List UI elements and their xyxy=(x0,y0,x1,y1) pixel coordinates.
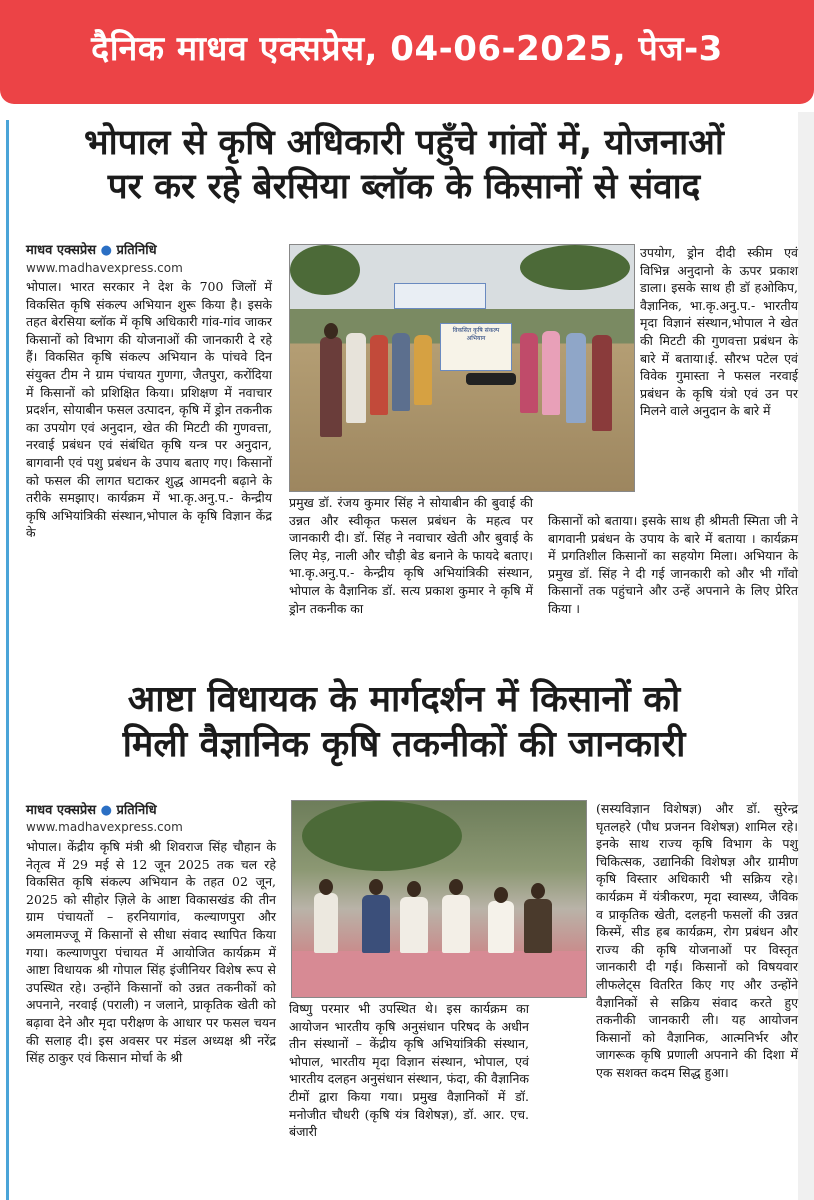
column-rule xyxy=(6,120,9,1200)
stand-banner-text: विकसित कृषि संकल्प अभियान xyxy=(452,327,500,342)
person-shape xyxy=(320,337,342,437)
table-cloth xyxy=(292,951,586,997)
byline-source: माधव एक्सप्रेस xyxy=(26,803,97,818)
article1-headline-line1: भोपाल से कृषि अधिकारी पहुँचे गांवों में, योजनाओं xyxy=(84,123,724,163)
person-shape xyxy=(346,333,366,423)
person-shape xyxy=(566,333,586,423)
person-shape xyxy=(314,893,338,953)
tree-shape xyxy=(520,245,630,290)
article2-headline-line1: आष्टा विधायक के मार्गदर्शन में किसानों को xyxy=(127,679,681,720)
drone-icon xyxy=(466,373,516,385)
byline-dot-icon: ● xyxy=(96,803,117,818)
person-head xyxy=(324,323,338,339)
banner-title: दैनिक माधव एक्सप्रेस, 04-06-2025, पेज-3 xyxy=(91,29,723,69)
person-head xyxy=(494,887,508,903)
article1-photo xyxy=(289,244,635,492)
person-shape xyxy=(524,899,552,953)
article1-column3-bottom: किसानों को बताया। इसके साथ ही श्रीमती स्मिता जी ने बागवानी प्रबंधन के उपाय के बारे में बताया । कार्यक्रम में प्रगतिशील किसानों का सहयोग मिला। अभियान के प्रमुख डॉ. सिंह ने दी गई जानकारी को और भी गाँवो किसानों तक पहुंचाने और उन्हें अपनाने के लिए प्रेरित किया । xyxy=(548,513,798,616)
person-shape xyxy=(592,335,612,431)
newspaper-page xyxy=(0,112,814,1200)
article2-photo xyxy=(291,800,587,998)
byline-role: प्रतिनिधि xyxy=(116,803,157,818)
article2-column3-top: (सस्यविज्ञान विशेषज्ञ) और डॉ. सुरेन्द्र घृतलहरे (पौध प्रजनन विशेषज्ञ) शामिल रहे। इनके साथ राज्य कृषि विभाग के पशु चिकित्सक, उद्यानिकी विशेषज्ञ और ग्रामीण कृषि विस्तार अधिकारी भी सक्रिय रहे। कार्यक्रम में यंत्रीकरण, मृदा स्वास्थ्य, जैविक व प्राकृतिक खेती, दलहनी फसलों की उन्नत किस्में, सीड हब कार्यक्रम, रोग प्रबंधन और राज्य की कृषि योजनाओं पर विस्तृत जानकारी दी गई। किसानों को विषयवार लीफलेट्स वितरित किए गए और उन्होंने वैज्ञानिकों से सक्रिय संवाद करते हुए तकनीकी जानकारी ली। यह आयोजन किसानों को वैज्ञानिक, आत्मनिर्भर और जागरूक कृषि प्रणाली अपनाने की दिशा में एक सशक्त कदम सिद्ध हुआ। xyxy=(596,801,798,1080)
article2-headline-line2: मिली वैज्ञानिक कृषि तकनीकों की जानकारी xyxy=(122,724,686,765)
stand-banner xyxy=(440,323,512,371)
person-head xyxy=(369,879,383,895)
byline-role: प्रतिनिधि xyxy=(116,243,157,258)
article2-column1: भोपाल। केंद्रीय कृषि मंत्री श्री शिवराज सिंह चौहान के नेतृत्व में 29 मई से 12 जून 2025 तक चल रहे विकसित कृषि संकल्प अभियान के तहत 02 जून, 2025 को सीहोर ज़िले के आष्टा विकासखंड की तीन ग्राम पंचायतों – हरनियागांव, कल्याणपुरा और अमलामज्जू में किसानों से सीधा संवाद स्थापित किया गया। कल्याणपुरा पंचायत में आयोजित कार्यक्रम में आष्टा विधायक श्री गोपाल सिंह इंजीनियर विशेष रूप से उपस्थित रहे। उन्होंने किसानों को उन्नत तकनीकों को अपनाने, नरवाई (पराली) न जलाने, प्राकृतिक खेती को बढ़ावा देने और मृदा परीक्षण के आधार पर फसल चयन की सलाह दी। इस अवसर पर मंडल अध्यक्ष श्री नरेंद्र सिंह ठाकुर एवं किसान मोर्चा के श्री xyxy=(26,839,276,1066)
article1-column2: प्रमुख डॉ. रंजय कुमार सिंह ने सोयाबीन की बुवाई की उन्नत और स्वीकृत फसल प्रबंधन के महत्व पर जानकारी दी। डॉ. सिंह ने नवाचार खेती और बुवाई के लिए मेड़, नाली और चौड़ी बेड बनाने के फायदे बताए। भा.कृ.अनु.प.- केन्द्रीय कृषि अभियांत्रिकी संस्थान, भोपाल के वैज्ञानिक डॉ. सत्य प्रकाश कुमार ने कृषि में ड्रोन तकनीक का xyxy=(289,495,533,616)
article2-column2: विष्णु परमार भी उपस्थित थे। इस कार्यक्रम का आयोजन भारतीय कृषि अनुसंधान परिषद के अधीन तीन संस्थानों – केंद्रीय कृषि अभियांत्रिकी संस्थान, भोपाल, भारतीय मृदा विज्ञान संस्थान, भोपाल, एवं भारतीय दलहन अनुसंधान संस्थान, फंदा, की वैज्ञानिक टीमों द्वारा किया गया। प्रमुख वैज्ञानिकों में डॉ. मनोजीत चौधरी (कृषि यंत्र विशेषज्ञ), डॉ. आर. एच. बंजारी xyxy=(289,1001,529,1140)
tree-shape xyxy=(302,801,462,871)
person-shape xyxy=(414,335,432,405)
person-shape xyxy=(488,901,514,953)
tree-shape xyxy=(290,245,360,295)
article1-url: www.madhavexpress.com xyxy=(26,261,183,275)
adjacent-page-edge xyxy=(798,112,814,1200)
person-shape xyxy=(442,895,470,953)
article1-headline xyxy=(14,122,794,210)
person-shape xyxy=(542,331,560,415)
person-shape xyxy=(370,335,388,415)
person-head xyxy=(531,883,545,899)
article1-column1: भोपाल। भारत सरकार ने देश के 700 जिलों में विकसित कृषि संकल्प अभियान शुरू किया है। इसके तहत बेरसिया ब्लॉक में कृषि अधिकारी गांव-गांव जाकर किसानों को विभाग की योजनाओं की जानकारी दे रहे हैं। विकसित कृषि संकल्प अभियान के पांचवे दिन संयुक्त टीम ने ग्राम पंचायत गुणगा, जैतपुरा, करोंदिया में किसानों को प्रशिक्षित किया। प्रशिक्षण में नवाचार प्रदर्शन, सोयाबीन फसल उत्पादन, कृषि में ड्रोन तकनीक का उपयोग एवं अनुदान, खेत की मिटटी की गुणवत्ता, नरवाई प्रबंधन एवं संबंधित कृषि यन्त्र पर अनुदान, बागवानी एवं पशु प्रबंधन के उपाय बताए गए। किसानों को फसल की लागत घटाकर शुद्ध आमदनी बढ़ाने के तरीके समझाए। कार्यक्रम में भा.कृ.अनु.प.- केन्द्रीय कृषि अभियांत्रिकी संस्थान,भोपाल के कृषि विज्ञान केंद्र के xyxy=(26,279,272,541)
byline-source: माधव एक्सप्रेस xyxy=(26,243,97,258)
person-shape xyxy=(520,333,538,413)
page-banner xyxy=(0,0,814,104)
person-head xyxy=(407,881,421,897)
event-banner xyxy=(394,283,486,309)
article2-url: www.madhavexpress.com xyxy=(26,820,183,834)
person-shape xyxy=(392,333,410,411)
article1-byline xyxy=(26,240,157,258)
article1-column3-top: उपयोग, ड्रोन दीदी स्कीम एवं विभिन्न अनुदानो के ऊपर प्रकाश डाला। इसके साथ ही डॉ हओकिप, वैज्ञानिक, भा.कृ.अनु.प.- भारतीय मृदा विज्ञानं संस्थान,भोपाल ने खेत की मिटटी की गुणवत्ता प्रबंधन के बारे में बताया।ई. सौरभ पटेल एवं विवेक गुमास्ता ने फसल नरवाई प्रबंधन के कृषि यंत्रो एवं उन पर मिलने वाले अनुदान के बारे में xyxy=(640,245,798,419)
byline-dot-icon: ● xyxy=(96,243,117,258)
person-shape xyxy=(362,895,390,953)
person-head xyxy=(319,879,333,895)
article2-byline xyxy=(26,800,157,818)
article2-headline xyxy=(14,677,794,767)
person-head xyxy=(449,879,463,895)
person-shape xyxy=(400,897,428,953)
article1-headline-line2: पर कर रहे बेरसिया ब्लॉक के किसानों से संवाद xyxy=(107,166,701,207)
